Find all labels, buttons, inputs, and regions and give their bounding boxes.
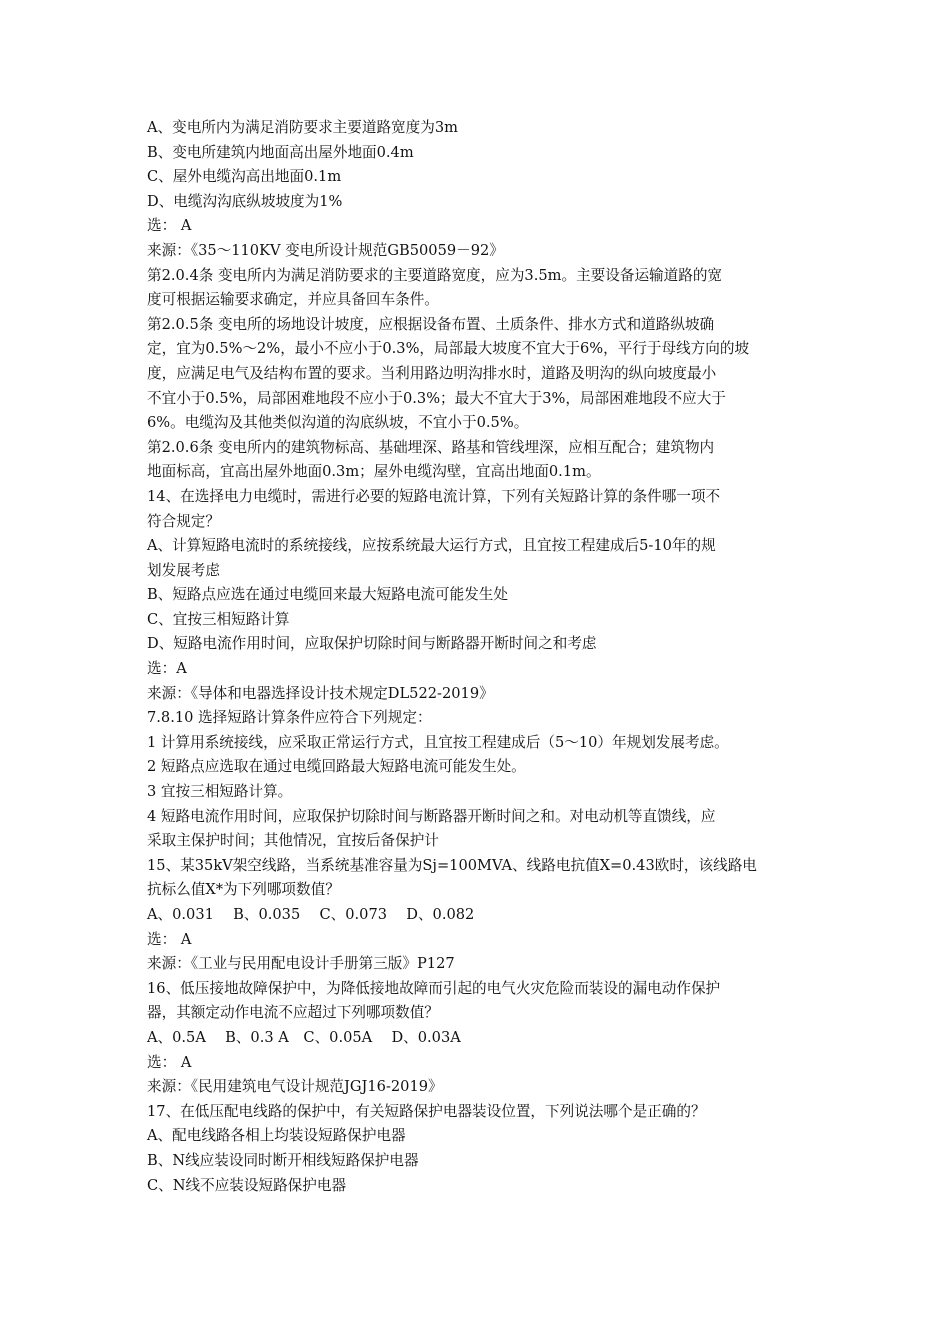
text-line: B、N线应装设同时断开相线短路保护电器	[147, 1151, 419, 1169]
text-line: 17、在低压配电线路的保护中，有关短路保护电器装设位置，下列说法哪个是正确的？	[147, 1102, 706, 1120]
text-line: 采取主保护时间；其他情况，宜按后备保护计	[147, 832, 439, 850]
text-line: A、配电线路各相上均装设短路保护电器	[147, 1127, 406, 1145]
text-line: 选： A	[147, 217, 192, 235]
document-body	[147, 116, 817, 1198]
text-line: 2 短路点应选取在通过电缆回路最大短路电流可能发生处。	[147, 758, 526, 776]
text-line: 来源：《35～110KV 变电所设计规范GB50059－92》	[147, 241, 504, 259]
text-line: 不宜小于0.5%，局部困难地段不应小于0.3%；最大不宜大于3%，局部困难地段不应大于	[147, 389, 726, 407]
text-line: 定，宜为0.5%～2%，最小不应小于0.3%，局部最大坡度不宜大于6%，平行于母线方向的坡	[147, 340, 750, 358]
text-line: B、短路点应选在通过电缆回来最大短路电流可能发生处	[147, 586, 508, 604]
text-line: C、N线不应装设短路保护电器	[147, 1176, 347, 1194]
text-line: 抗标么值X*为下列哪项数值？	[147, 881, 340, 899]
text-line: B、变电所建筑内地面高出屋外地面0.4m	[147, 143, 414, 161]
text-line: D、短路电流作用时间，应取保护切除时间与断路器开断时间之和考虑	[147, 635, 597, 653]
text-line: 地面标高，宜高出屋外地面0.3m；屋外电缆沟壁，宜高出地面0.1m。	[147, 463, 601, 481]
text-line: 4 短路电流作用时间，应取保护切除时间与断路器开断时间之和。对电动机等直馈线，应	[147, 807, 716, 825]
text-line: A、计算短路电流时的系统接线，应按系统最大运行方式，且宜按工程建成后5-10年的规	[147, 537, 716, 555]
text-line: 7.8.10 选择短路计算条件应符合下列规定：	[147, 709, 432, 727]
text-line: 16、低压接地故障保护中，为降低接地故障而引起的电气火灾危险而装设的漏电动作保护	[147, 979, 721, 997]
text-line: 3 宜按三相短路计算。	[147, 783, 293, 801]
text-line: A、0.031 B、0.035 C、0.073 D、0.082	[147, 906, 475, 923]
text-line: 选： A	[147, 930, 192, 948]
text-line: D、电缆沟沟底纵坡坡度为1%	[147, 192, 343, 210]
text-line: 度，应满足电气及结构布置的要求。当利用路边明沟排水时，道路及明沟的纵向坡度最小	[147, 364, 717, 382]
text-line: 第2.0.5条 变电所的场地设计坡度，应根据设备布置、土质条件、排水方式和道路纵坡确	[147, 315, 715, 333]
text-line: 符合规定？	[147, 512, 220, 530]
text-line: 器，其额定动作电流不应超过下列哪项数值？	[147, 1004, 439, 1022]
text-line: 选： A	[147, 1053, 192, 1071]
text-line: 14、在选择电力电缆时，需进行必要的短路电流计算，下列有关短路计算的条件哪一项不	[147, 487, 721, 505]
text-line: C、宜按三相短路计算	[147, 610, 290, 628]
text-line: A、变电所内为满足消防要求主要道路宽度为3m	[147, 119, 458, 136]
text-line: 来源：《工业与民用配电设计手册第三版》P127	[147, 955, 455, 973]
text-line: C、屋外电缆沟高出地面0.1m	[147, 168, 342, 186]
text-line: 6%。电缆沟及其他类似沟道的沟底纵坡，不宜小于0.5%。	[147, 414, 529, 432]
text-line: 第2.0.4条 变电所内为满足消防要求的主要道路宽度，应为3.5m。主要设备运输道路的宽	[147, 266, 723, 284]
text-line: 15、某35kV架空线路，当系统基准容量为Sj=100MVA、线路电抗值X=0.43欧时，该线路电	[147, 856, 757, 874]
text-line: 度可根据运输要求确定，并应具备回车条件。	[147, 291, 439, 309]
text-line: 划发展考虑	[147, 561, 220, 579]
text-line: 选：A	[147, 660, 187, 678]
text-line: 来源：《民用建筑电气设计规范JGJ16-2019》	[147, 1078, 443, 1096]
text-line: 1 计算用系统接线，应采取正常运行方式，且宜按工程建成后（5～10）年规划发展考虑。	[147, 733, 729, 751]
text-line: A、0.5A B、0.3 A C、0.05A D、0.03A	[147, 1028, 461, 1046]
text-line: 来源：《导体和电器选择设计技术规定DL522-2019》	[147, 684, 494, 702]
text-line: 第2.0.6条 变电所内的建筑物标高、基础埋深、路基和管线埋深，应相互配合；建筑物内	[147, 438, 715, 456]
